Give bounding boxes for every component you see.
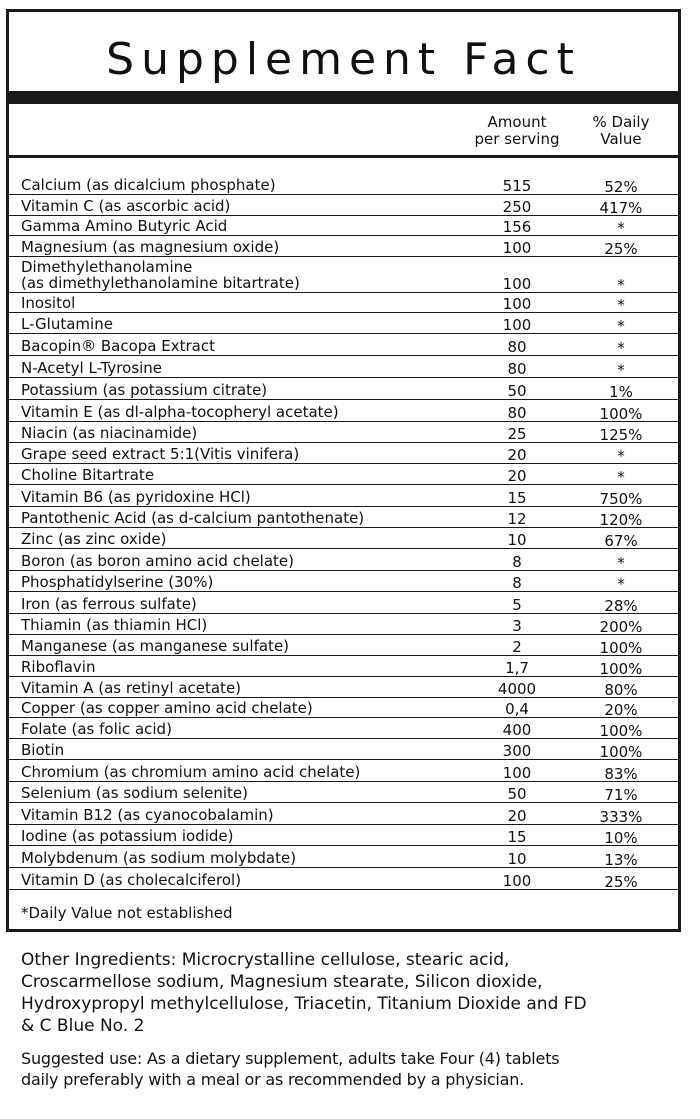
amount-per-serving: 10: [507, 531, 527, 549]
nutrient-name: Calcium (as dicalcium phosphate): [21, 176, 276, 194]
header-divider: [9, 155, 678, 158]
nutrient-name: N-Acetyl L-Tyrosine: [21, 359, 163, 377]
thick-divider: [9, 91, 678, 104]
amount-per-serving: 8: [512, 574, 522, 592]
table-row: [9, 803, 678, 825]
daily-value: 20%: [604, 701, 638, 719]
amount-per-serving: 4000: [497, 680, 537, 698]
table-row: [9, 195, 678, 216]
daily-value: 100%: [599, 743, 643, 761]
nutrient-name: Vitamin D (as cholecalciferol): [21, 871, 242, 889]
daily-value: 120%: [599, 511, 643, 529]
amount-per-serving: 12: [507, 510, 527, 528]
daily-value: *: [617, 296, 625, 314]
amount-per-serving: 25: [507, 425, 527, 443]
nutrient-name: Iodine (as potassium iodide): [21, 827, 234, 845]
daily-value: 13%: [604, 851, 638, 869]
amount-per-serving: 400: [502, 721, 532, 739]
supplement-facts-panel: [6, 9, 681, 932]
daily-value: 52%: [604, 178, 638, 196]
panel-title: Supplement Fact: [106, 34, 581, 85]
table-row: [9, 592, 678, 614]
table-row: [9, 485, 678, 507]
amount-per-serving: 100: [502, 275, 532, 293]
amount-per-serving: 3: [512, 617, 522, 635]
nutrient-name: Magnesium (as magnesium oxide): [21, 238, 280, 256]
daily-value: *: [617, 276, 625, 294]
daily-value: *: [617, 575, 625, 593]
table-row: [9, 464, 678, 485]
amount-per-serving: 1,7: [505, 659, 529, 677]
nutrient-name: Inositol: [21, 294, 76, 312]
table-row: [9, 677, 678, 698]
amount-per-serving: 50: [507, 785, 527, 803]
nutrient-name: Manganese (as manganese sulfate): [21, 637, 290, 655]
amount-per-serving: 20: [507, 467, 527, 485]
daily-value: 333%: [599, 808, 643, 826]
amount-per-serving: 100: [502, 239, 532, 257]
daily-value: *: [617, 339, 625, 357]
nutrient-name: Molybdenum (as sodium molybdate): [21, 849, 297, 867]
table-row: [9, 739, 678, 760]
daily-value: 100%: [599, 722, 643, 740]
table-row: [9, 782, 678, 803]
nutrient-name: Niacin (as niacinamide): [21, 424, 198, 442]
nutrient-table: [9, 176, 678, 890]
table-row: [9, 443, 678, 464]
amount-per-serving: 15: [507, 489, 527, 507]
nutrient-name: Phosphatidylserine (30%): [21, 573, 214, 591]
table-row: [9, 846, 678, 868]
nutrient-name: Vitamin E (as dl-alpha-tocopheryl acetate): [21, 403, 339, 421]
nutrient-name: Bacopin® Bacopa Extract: [21, 337, 215, 355]
table-row: [9, 718, 678, 739]
daily-value: *: [617, 554, 625, 572]
nutrient-name: Vitamin B12 (as cyanocobalamin): [21, 806, 274, 824]
table-row: [9, 400, 678, 422]
amount-per-serving: 300: [502, 742, 532, 760]
amount-per-serving: 80: [507, 338, 527, 356]
amount-per-serving: 20: [507, 446, 527, 464]
amount-per-serving: 100: [502, 316, 532, 334]
table-row: [9, 293, 678, 313]
daily-value: 67%: [604, 532, 638, 550]
nutrient-name: Pantothenic Acid (as d-calcium pantothenate): [21, 509, 365, 527]
daily-value: 25%: [604, 873, 638, 891]
nutrient-name: Vitamin C (as ascorbic acid): [21, 197, 231, 215]
daily-value: 750%: [599, 490, 643, 508]
table-row: [9, 825, 678, 846]
nutrient-name: Boron (as boron amino acid chelate): [21, 552, 294, 570]
table-row: [9, 356, 678, 378]
nutrient-name: Gamma Amino Butyric Acid: [21, 217, 228, 235]
nutrient-name: Dimethylethanolamine (as dimethylethanolamine bitartrate): [21, 258, 300, 292]
amount-column-header: Amount per serving: [474, 113, 560, 148]
table-row: [9, 378, 678, 400]
table-row: [9, 507, 678, 528]
amount-per-serving: 20: [507, 807, 527, 825]
amount-per-serving: 10: [507, 850, 527, 868]
amount-per-serving: 80: [507, 404, 527, 422]
daily-value: 100%: [599, 660, 643, 678]
table-row: [9, 313, 678, 334]
nutrient-name: Vitamin B6 (as pyridoxine HCl): [21, 488, 251, 506]
table-row: [9, 698, 678, 718]
amount-per-serving: 50: [507, 382, 527, 400]
nutrient-name: Iron (as ferrous sulfate): [21, 595, 197, 613]
daily-value: 83%: [604, 765, 638, 783]
nutrient-name: Vitamin A (as retinyl acetate): [21, 679, 242, 697]
table-row: [9, 760, 678, 782]
amount-per-serving: 515: [502, 177, 532, 195]
daily-value: 1%: [609, 383, 633, 401]
table-row: [9, 656, 678, 677]
daily-value: *: [617, 317, 625, 335]
amount-per-serving: 0,4: [505, 700, 529, 718]
amount-per-serving: 8: [512, 553, 522, 571]
table-row: [9, 528, 678, 549]
nutrient-name: Choline Bitartrate: [21, 466, 155, 484]
nutrient-name: Copper (as copper amino acid chelate): [21, 699, 313, 717]
amount-per-serving: 100: [502, 872, 532, 890]
nutrient-name: Potassium (as potassium citrate): [21, 381, 268, 399]
daily-value: 25%: [604, 240, 638, 258]
table-row: [9, 257, 678, 293]
table-row: [9, 549, 678, 571]
nutrient-name: Chromium (as chromium amino acid chelate): [21, 763, 361, 781]
daily-value: *: [617, 447, 625, 465]
table-row: [9, 216, 678, 236]
table-row: [9, 236, 678, 257]
other-ingredients: Other Ingredients: Microcrystalline cellulose, stearic acid, Croscarmellose sodium, Magnesium stearate, Silicon dioxide, Hydroxypropyl methylcellulose, Triacetin, Titanium Dioxide and FD & C Blue No. 2: [21, 950, 587, 1036]
daily-value: 10%: [604, 829, 638, 847]
daily-value: *: [617, 361, 625, 379]
nutrient-name: Biotin: [21, 741, 65, 759]
daily-value: 100%: [599, 405, 643, 423]
amount-per-serving: 5: [512, 596, 522, 614]
daily-value: 28%: [604, 597, 638, 615]
daily-value-column-header: % Daily Value: [592, 113, 650, 148]
nutrient-name: L-Glutamine: [21, 315, 113, 333]
nutrient-name: Zinc (as zinc oxide): [21, 530, 167, 548]
daily-value: 100%: [599, 639, 643, 657]
amount-per-serving: 15: [507, 828, 527, 846]
daily-value: 200%: [599, 618, 643, 636]
daily-value: *: [617, 468, 625, 486]
table-row: [9, 571, 678, 592]
daily-value: 125%: [599, 426, 643, 444]
amount-per-serving: 80: [507, 360, 527, 378]
amount-per-serving: 156: [502, 218, 532, 236]
table-row: [9, 334, 678, 356]
table-row: [9, 422, 678, 443]
amount-per-serving: 100: [502, 295, 532, 313]
daily-value: *: [617, 219, 625, 237]
footnote: *Daily Value not established: [21, 904, 233, 922]
nutrient-name: Thiamin (as thiamin HCl): [21, 616, 208, 634]
amount-per-serving: 2: [512, 638, 522, 656]
amount-per-serving: 100: [502, 764, 532, 782]
daily-value: 80%: [604, 681, 638, 699]
nutrient-name: Grape seed extract 5:1(Vitis vinifera): [21, 445, 300, 463]
table-row: [9, 614, 678, 635]
table-row: [9, 176, 678, 195]
daily-value: 417%: [599, 199, 643, 217]
nutrient-name: Selenium (as sodium selenite): [21, 784, 248, 802]
table-row: [9, 868, 678, 890]
daily-value: 71%: [604, 786, 638, 804]
suggested-use: Suggested use: As a dietary supplement, adults take Four (4) tablets daily preferably with a meal or as recommended by a physician.: [21, 1049, 560, 1089]
nutrient-name: Riboflavin: [21, 658, 96, 676]
table-row: [9, 635, 678, 656]
amount-per-serving: 250: [502, 198, 532, 216]
nutrient-name: Folate (as folic acid): [21, 720, 172, 738]
